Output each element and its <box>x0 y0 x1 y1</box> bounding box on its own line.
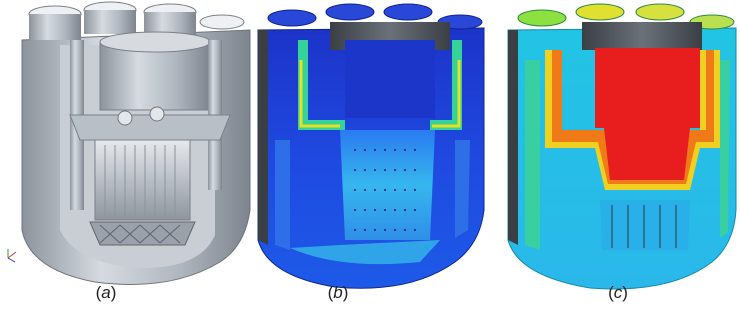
pump-top-c3 <box>636 4 684 20</box>
panel-a-geometry <box>8 2 250 285</box>
barrel-inner-b <box>345 40 435 118</box>
caption-c-close: ) <box>622 283 628 302</box>
barrel-wall-c <box>582 22 702 50</box>
shoulder-plate <box>70 115 230 140</box>
caption-c-letter: c <box>613 283 623 302</box>
pump-top-4 <box>200 15 244 29</box>
downcomer-right-b <box>455 140 470 238</box>
caption-c-open: ( <box>608 283 614 302</box>
downcomer-left-b <box>275 140 290 250</box>
pump-body-2 <box>84 10 136 34</box>
pump-top-b2 <box>326 4 374 20</box>
panel-c-temperature <box>508 4 736 289</box>
downcomer-left-c <box>525 60 540 250</box>
axis-triad-icon <box>8 249 16 262</box>
caption-b-letter: b <box>333 283 343 302</box>
pump-top-b1 <box>268 10 316 26</box>
rim-strip-b <box>258 30 268 245</box>
pump-top-c1 <box>518 10 566 26</box>
caption-a-close: ) <box>110 283 117 302</box>
caption-b-open: ( <box>327 283 334 302</box>
pump-body-1 <box>29 14 81 40</box>
core-flow-b <box>340 130 435 240</box>
rim-strip-c <box>508 30 518 245</box>
pump-top-b3 <box>384 4 432 20</box>
panel-c-caption <box>588 283 648 303</box>
pump-top-c2 <box>576 4 624 20</box>
caption-a-open: ( <box>95 283 102 302</box>
caption-a-letter: a <box>101 283 111 302</box>
panel-b-velocity <box>258 4 484 288</box>
panel-a-caption <box>76 283 136 303</box>
porthole-1 <box>118 111 132 125</box>
porthole-2 <box>150 107 164 121</box>
panel-b-caption <box>308 283 368 303</box>
hot-pool-upper <box>595 48 700 128</box>
lower-core <box>95 140 190 220</box>
caption-b-close: ) <box>342 283 349 302</box>
upper-barrel-rim <box>100 32 210 52</box>
